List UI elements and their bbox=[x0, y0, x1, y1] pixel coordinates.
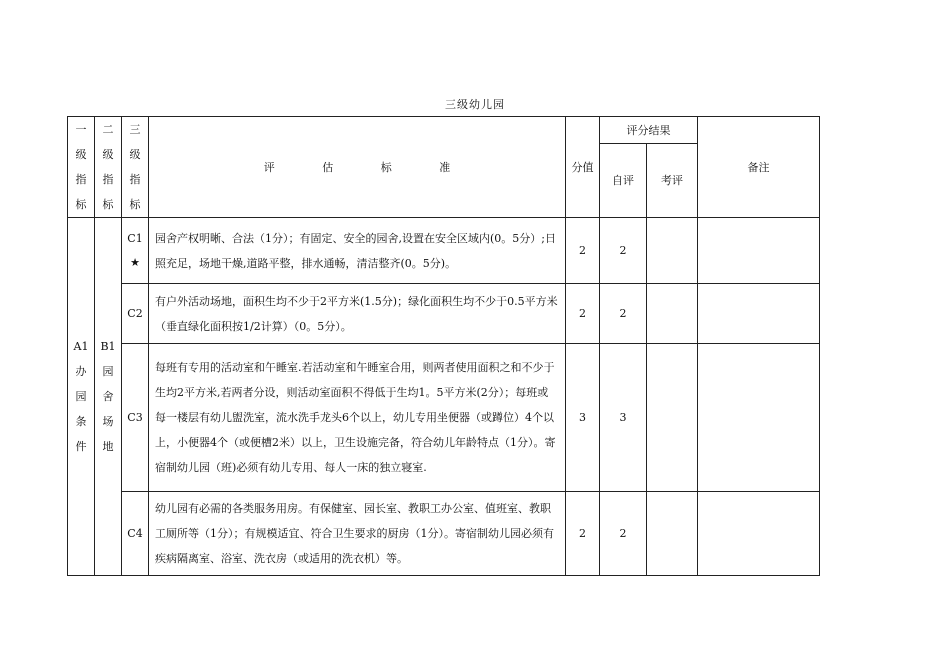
row-criteria-text: 每班有专用的活动室和午睡室.若活动室和午睡室合用，则两者使用面积之和不少于生均2平方米,若两者分设，则活动室面积不得低于生均1。5平方米(2分）；每班或每一楼层有幼儿盥洗室，流水洗手龙头6个以上，幼儿专用坐便器（或蹲位）4个以上，小便器4个（或便槽2米）以上，卫生设施完备，符合幼儿年龄特点（1分）。寄宿制幼儿园（班)必须有幼儿专用、每人一床的独立寝室. bbox=[149, 344, 566, 492]
table-row bbox=[68, 218, 820, 284]
level1-a1: A1 办 园 条 件 bbox=[68, 218, 95, 576]
row-criteria-text: 有户外活动场地，面积生均不少于2平方米(1.5分)；绿化面积生均不少于0.5平方米（垂直绿化面积按1/2计算）（0。5分）。 bbox=[149, 284, 566, 344]
header-level2: 二 级 指 标 bbox=[95, 117, 122, 218]
row-criteria-text: 园舍产权明晰、合法（1分）；有固定、安全的园舍,设置在安全区域内(0。5分）;日照充足，场地干燥,道路平整，排水通畅，清洁整齐(0。5分)。 bbox=[149, 218, 566, 284]
row-score: 2 bbox=[566, 492, 600, 576]
level2-b1: B1 园 舍 场 地 bbox=[95, 218, 122, 576]
row-note bbox=[698, 344, 820, 492]
header-remarks: 备注 bbox=[698, 117, 820, 218]
table-row bbox=[68, 284, 820, 344]
header-result-group: 评分结果 bbox=[600, 117, 698, 144]
row-self-eval: 2 bbox=[600, 284, 647, 344]
document-title: 三级幼儿园 bbox=[445, 98, 505, 111]
row-self-eval: 3 bbox=[600, 344, 647, 492]
row-exam-eval bbox=[647, 218, 698, 284]
header-self-eval: 自评 bbox=[600, 143, 647, 217]
star-icon: ★ bbox=[130, 255, 140, 269]
row-note bbox=[698, 284, 820, 344]
row-code: C1 ★ bbox=[122, 218, 149, 284]
row-exam-eval bbox=[647, 284, 698, 344]
table-row bbox=[68, 344, 820, 492]
row-note bbox=[698, 218, 820, 284]
header-criteria: 评 估 标 准 bbox=[149, 117, 566, 218]
table-row bbox=[68, 492, 820, 576]
row-exam-eval bbox=[647, 492, 698, 576]
row-score: 2 bbox=[566, 284, 600, 344]
row-code: C3 bbox=[122, 344, 149, 492]
row-criteria-text: 幼儿园有必需的各类服务用房。有保健室、园长室、教职工办公室、值班室、教职工厕所等（1分）；有规模适宜、符合卫生要求的厨房（1分）。寄宿制幼儿园必须有疾病隔离室、浴室、洗衣房（或适用的洗衣机）等。 bbox=[149, 492, 566, 576]
header-level1: 一 级 指 标 bbox=[68, 117, 95, 218]
evaluation-table bbox=[67, 116, 820, 576]
row-self-eval: 2 bbox=[600, 218, 647, 284]
header-exam-eval: 考评 bbox=[647, 143, 698, 217]
row-score: 3 bbox=[566, 344, 600, 492]
header-level3: 三 级 指 标 bbox=[122, 117, 149, 218]
row-note bbox=[698, 492, 820, 576]
row-score: 2 bbox=[566, 218, 600, 284]
header-score: 分值 bbox=[566, 117, 600, 218]
row-code: C2 bbox=[122, 284, 149, 344]
row-self-eval: 2 bbox=[600, 492, 647, 576]
row-code: C4 bbox=[122, 492, 149, 576]
row-exam-eval bbox=[647, 344, 698, 492]
